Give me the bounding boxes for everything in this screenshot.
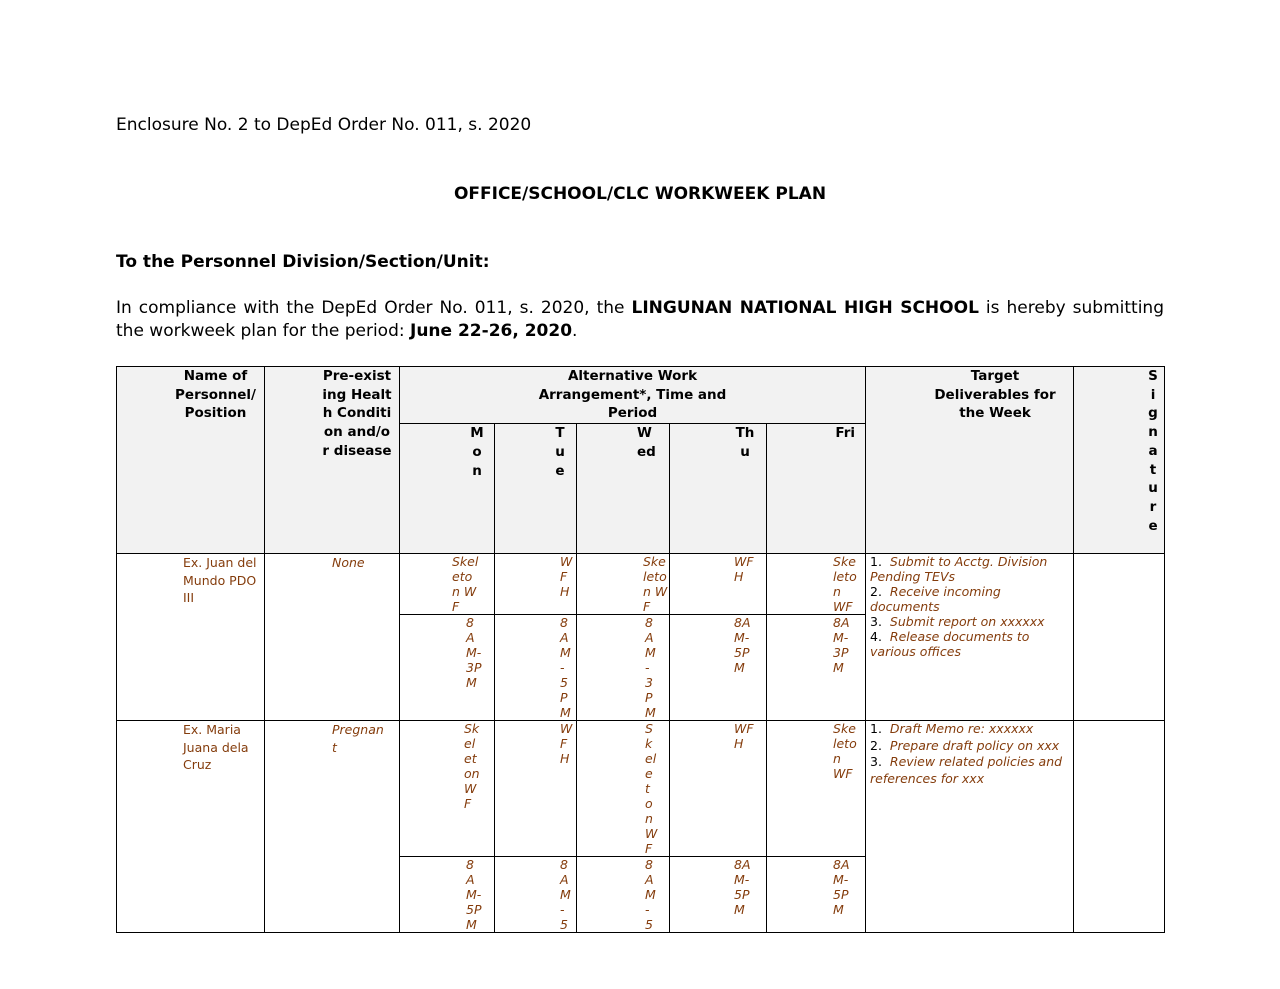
time-wed: 8AM-3PM xyxy=(577,615,670,721)
header-alternative-work-arrangement: Alternative Work Arrangement*, Time and Period xyxy=(400,367,866,424)
period: June 22-26, 2020 xyxy=(410,321,573,341)
header-day-wed: Wed xyxy=(577,424,670,554)
intro-end: . xyxy=(572,321,578,341)
header-condition: Pre-existing Health Condition and/or disease xyxy=(265,367,400,554)
workweek-plan-table xyxy=(116,366,1165,933)
header-day-thu: Thu xyxy=(670,424,767,554)
arrangement-fri: Skeleton WF xyxy=(767,554,866,615)
header-name: Name of Personnel/ Position xyxy=(117,367,265,554)
header-signature: Signature xyxy=(1074,367,1165,554)
deliverable-item: 1. Draft Memo re: xxxxxx xyxy=(870,721,1034,737)
personnel-name: Ex. Juan del Mundo PDO III xyxy=(117,554,265,721)
time-thu: 8AM-5PM xyxy=(670,615,767,721)
time-fri: 8AM-5PM xyxy=(767,857,866,933)
personnel-name: Ex. Maria Juana dela Cruz xyxy=(117,721,265,933)
health-condition: None xyxy=(265,554,400,721)
deliverable-item: 3. Review related policies and references for xxx xyxy=(870,754,1063,786)
intro-paragraph xyxy=(116,297,1164,343)
deliverable-item: 1. Submit to Acctg. Division Pending TEVs xyxy=(870,554,1048,585)
header-day-tue: Tue xyxy=(495,424,577,554)
intro-text-1: In compliance with the DepEd Order No. 011, s. 2020, the xyxy=(116,298,632,318)
deliverable-item: 3. Submit report on xxxxxx xyxy=(870,614,1045,630)
arrangement-thu: WFH xyxy=(670,721,767,857)
arrangement-tue: WFH xyxy=(495,721,577,857)
arrangement-mon: Skeleton WF xyxy=(400,721,495,857)
time-fri: 8AM-3PM xyxy=(767,615,866,721)
time-mon: 8AM-5PM xyxy=(400,857,495,933)
header-day-mon: Mon xyxy=(400,424,495,554)
arrangement-mon: Skeleton WF xyxy=(400,554,495,615)
arrangement-tue: WFH xyxy=(495,554,577,615)
target-deliverables xyxy=(866,721,1074,933)
intro-text-2: is hereby submitting the workweek plan for the period: xyxy=(116,298,1164,341)
header-day-fri: Fri xyxy=(767,424,866,554)
time-thu: 8AM-5PM xyxy=(670,857,767,933)
page-title: OFFICE/SCHOOL/CLC WORKWEEK PLAN xyxy=(453,184,827,204)
arrangement-thu: WFH xyxy=(670,554,767,615)
target-deliverables xyxy=(866,554,1074,721)
deliverable-item: 4. Release documents to various offices xyxy=(870,629,1030,660)
time-mon: 8AM-3PM xyxy=(400,615,495,721)
signature-cell xyxy=(1074,554,1165,721)
deliverable-item: 2. Receive incoming documents xyxy=(870,584,1001,615)
arrangement-fri: Skeleton WF xyxy=(767,721,866,857)
salutation: To the Personnel Division/Section/Unit: xyxy=(116,252,490,272)
arrangement-wed: Skeleton WF xyxy=(577,721,670,857)
header-target-deliverables: Target Deliverables for the Week xyxy=(866,367,1074,554)
time-wed: 8AM-5 xyxy=(577,857,670,933)
deliverable-item: 2. Prepare draft policy on xxx xyxy=(870,737,1060,753)
time-tue: 8AM-5PM xyxy=(495,615,577,721)
signature-cell xyxy=(1074,721,1165,933)
time-tue: 8AM-5 xyxy=(495,857,577,933)
health-condition: Pregnant xyxy=(265,721,400,933)
school-name: LINGUNAN NATIONAL HIGH SCHOOL xyxy=(631,298,979,318)
arrangement-wed: Skeleton WF xyxy=(577,554,670,615)
enclosure-line: Enclosure No. 2 to DepEd Order No. 011, s. 2020 xyxy=(116,115,532,135)
